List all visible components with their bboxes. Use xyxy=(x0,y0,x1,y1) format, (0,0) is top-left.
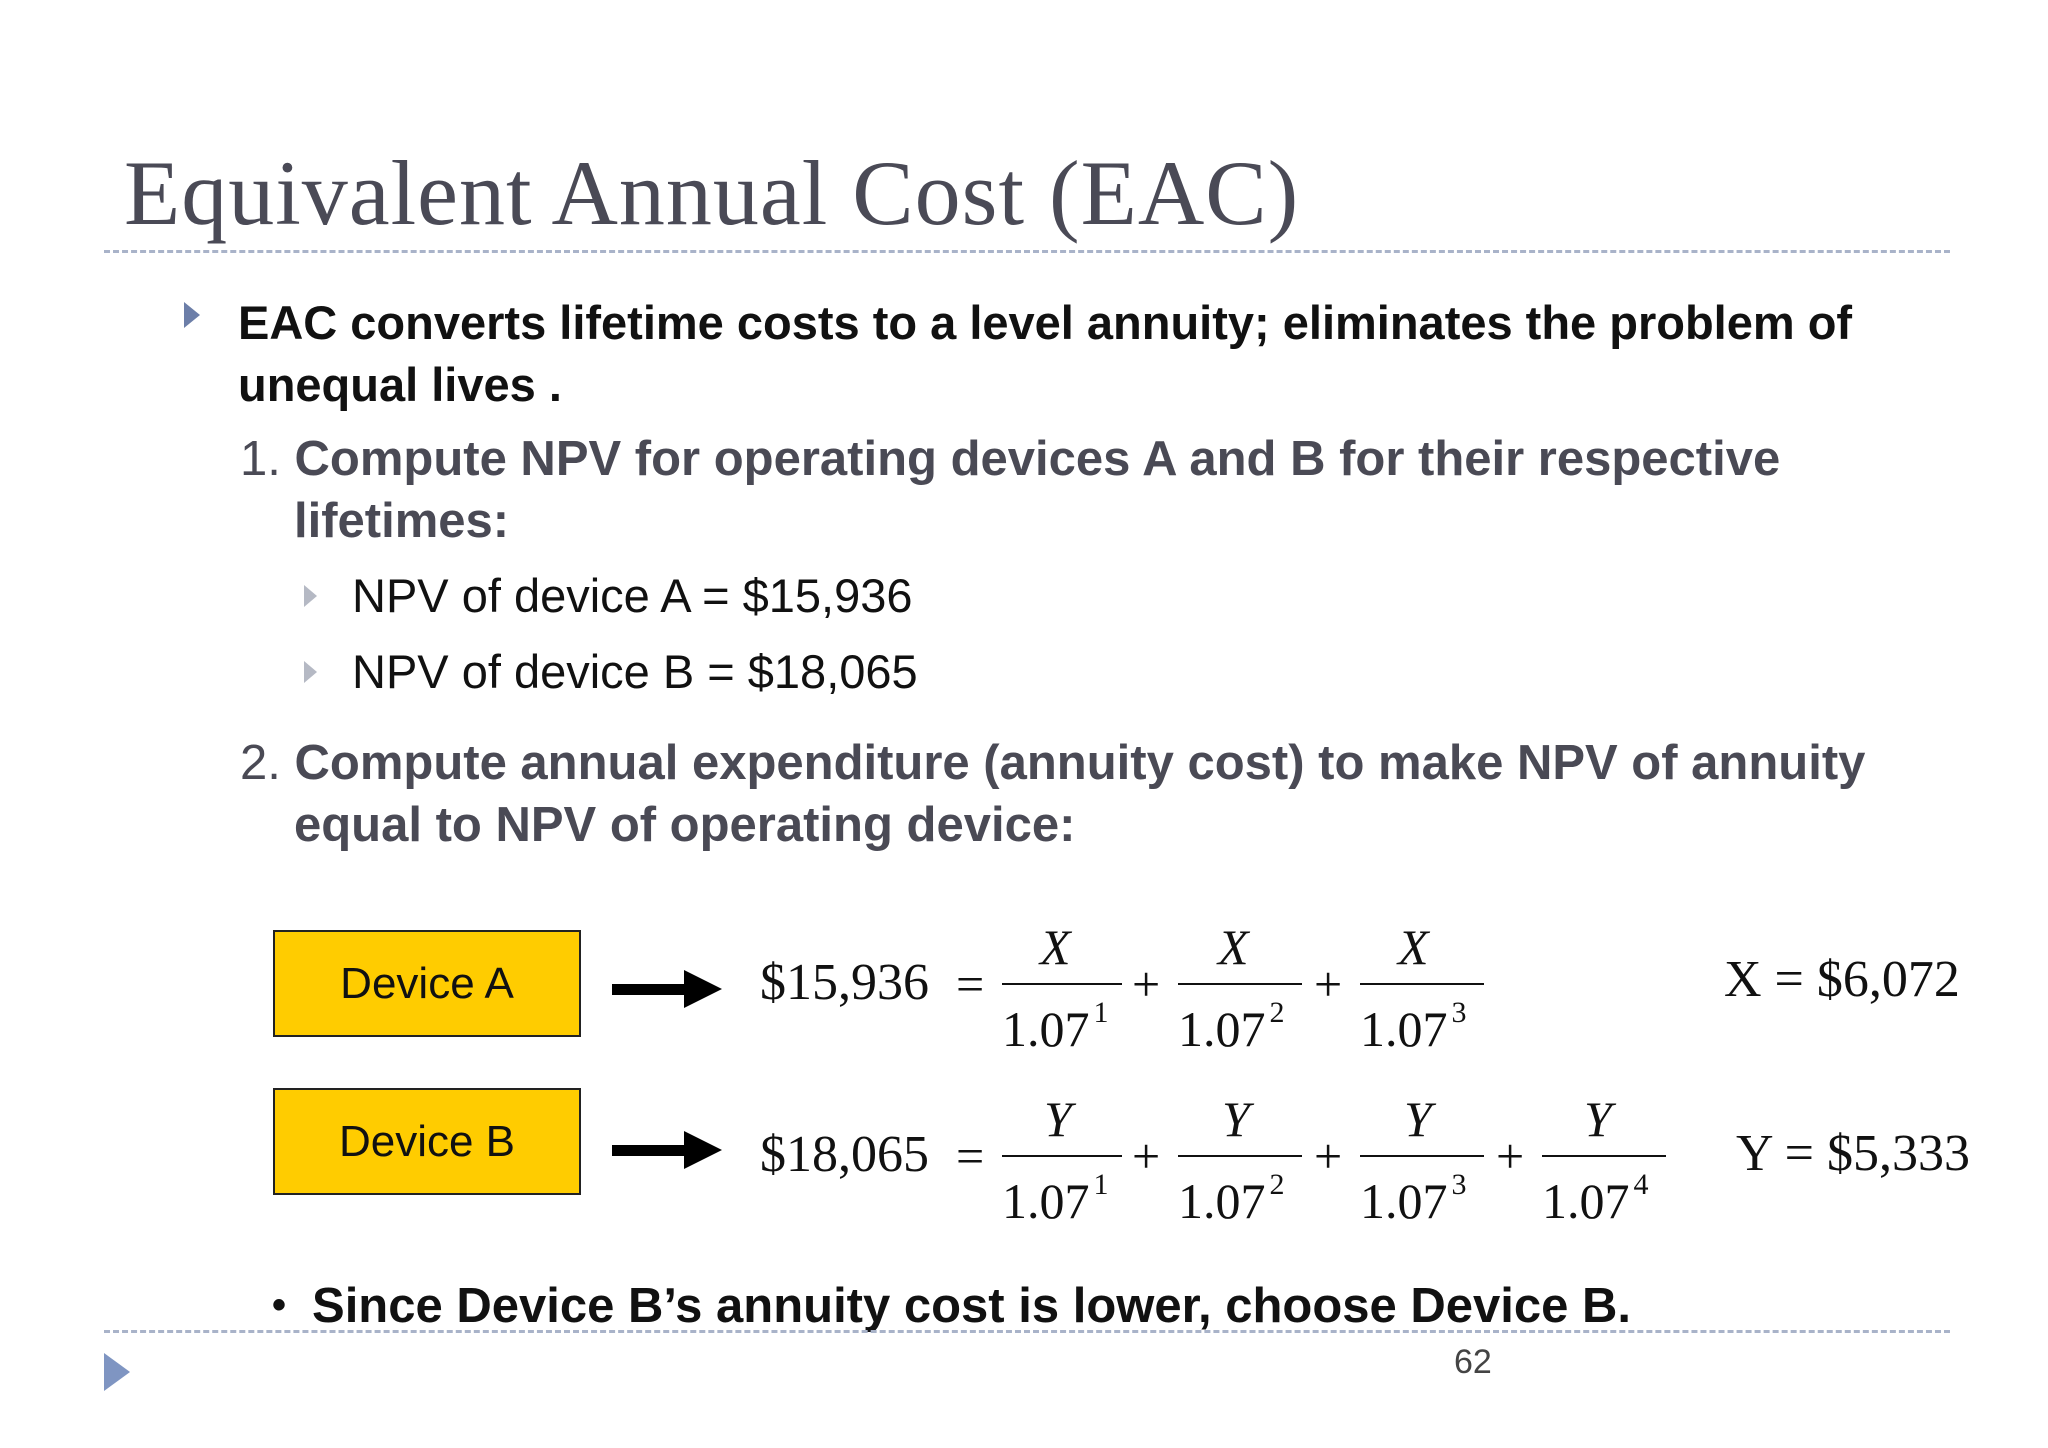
fraction-bar xyxy=(1542,1155,1666,1157)
equation-a-plus: + xyxy=(1132,956,1161,1012)
equation-b-numerator: Y xyxy=(1044,1091,1072,1147)
slide-title: Equivalent Annual Cost (EAC) xyxy=(124,142,1300,244)
equation-a-denominator: 1.07 $^2$ xyxy=(1178,996,1285,1057)
equation-b-numerator: Y xyxy=(1584,1091,1612,1147)
step-2-continuation: equal to NPV of operating device: xyxy=(294,798,1076,852)
equation-a-denominator: 1.07 $^3$ xyxy=(1360,996,1467,1057)
conclusion-text: Since Device B’s annuity cost is lower, choose Device B. xyxy=(312,1279,1631,1333)
conclusion-bullet xyxy=(272,1278,1631,1334)
main-bullet-text: EAC converts lifetime costs to a level annuity; eliminates the problem of unequal lives . xyxy=(238,296,1853,411)
equation-b-lhs: $18,065 xyxy=(760,1126,929,1183)
equation-b-denominator: 1.07 $^1$ xyxy=(1002,1168,1109,1229)
equation-b-denominator: 1.07 $^3$ xyxy=(1360,1168,1467,1229)
sub-bullet-text: NPV of device B = $18,065 xyxy=(352,645,918,698)
equation-a-denominator: 1.07 $^1$ xyxy=(1002,996,1109,1057)
fraction-bar xyxy=(1360,1155,1484,1157)
equation-b-plus: + xyxy=(1132,1128,1161,1184)
equation-a-numerator: X xyxy=(1398,919,1429,975)
sub-bullet-device-a xyxy=(304,568,913,623)
step-2-number: 2. xyxy=(240,736,281,790)
equation-b-result: Y = $5,333 xyxy=(1736,1125,1970,1182)
device-a-box: Device A xyxy=(273,930,581,1037)
equation-b-numerator: Y xyxy=(1222,1091,1250,1147)
right-arrow-icon xyxy=(612,1129,722,1171)
equation-b-equals: = xyxy=(956,1128,985,1184)
footer-triangle-icon xyxy=(104,1353,130,1391)
footer-divider xyxy=(104,1330,1950,1333)
equation-a-equals: = xyxy=(956,956,985,1012)
step-1 xyxy=(240,428,1950,552)
fraction-bar xyxy=(1002,1155,1122,1157)
bullet-dot-icon: • xyxy=(272,1283,287,1327)
equation-b-denominator: 1.07 $^2$ xyxy=(1178,1168,1285,1229)
equation-a-numerator: X xyxy=(1218,919,1249,975)
main-bullet xyxy=(180,292,1942,416)
title-divider xyxy=(104,250,1950,253)
equation-b-plus: + xyxy=(1496,1128,1525,1184)
step-1-text: Compute NPV for operating devices A and B for their respective xyxy=(294,432,1781,486)
equation-a-plus: + xyxy=(1314,956,1343,1012)
sub-bullet-arrow-icon xyxy=(304,585,317,607)
equation-a-numerator: X xyxy=(1040,919,1071,975)
device-b-box: Device B xyxy=(273,1088,581,1195)
equation-a-result: X = $6,072 xyxy=(1724,951,1960,1008)
step-2 xyxy=(240,732,1950,856)
sub-bullet-device-b xyxy=(304,644,918,699)
sub-bullet-text: NPV of device A = $15,936 xyxy=(352,569,913,622)
right-arrow-icon xyxy=(612,968,722,1010)
equation-b-numerator: Y xyxy=(1404,1091,1432,1147)
sub-bullet-arrow-icon xyxy=(304,661,317,683)
fraction-bar xyxy=(1002,983,1122,985)
fraction-bar xyxy=(1178,1155,1302,1157)
step-2-text: Compute annual expenditure (annuity cost) to make NPV of annuity xyxy=(294,736,1866,790)
equation-a-lhs: $15,936 xyxy=(760,954,929,1011)
bullet-arrow-icon xyxy=(184,302,200,328)
equation-b-denominator: 1.07 $^4$ xyxy=(1542,1168,1649,1229)
fraction-bar xyxy=(1178,983,1302,985)
step-1-continuation: lifetimes: xyxy=(294,494,510,548)
fraction-bar xyxy=(1360,983,1484,985)
step-1-number: 1. xyxy=(240,432,281,486)
equation-b-plus: + xyxy=(1314,1128,1343,1184)
page-number: 62 xyxy=(1454,1343,1492,1381)
